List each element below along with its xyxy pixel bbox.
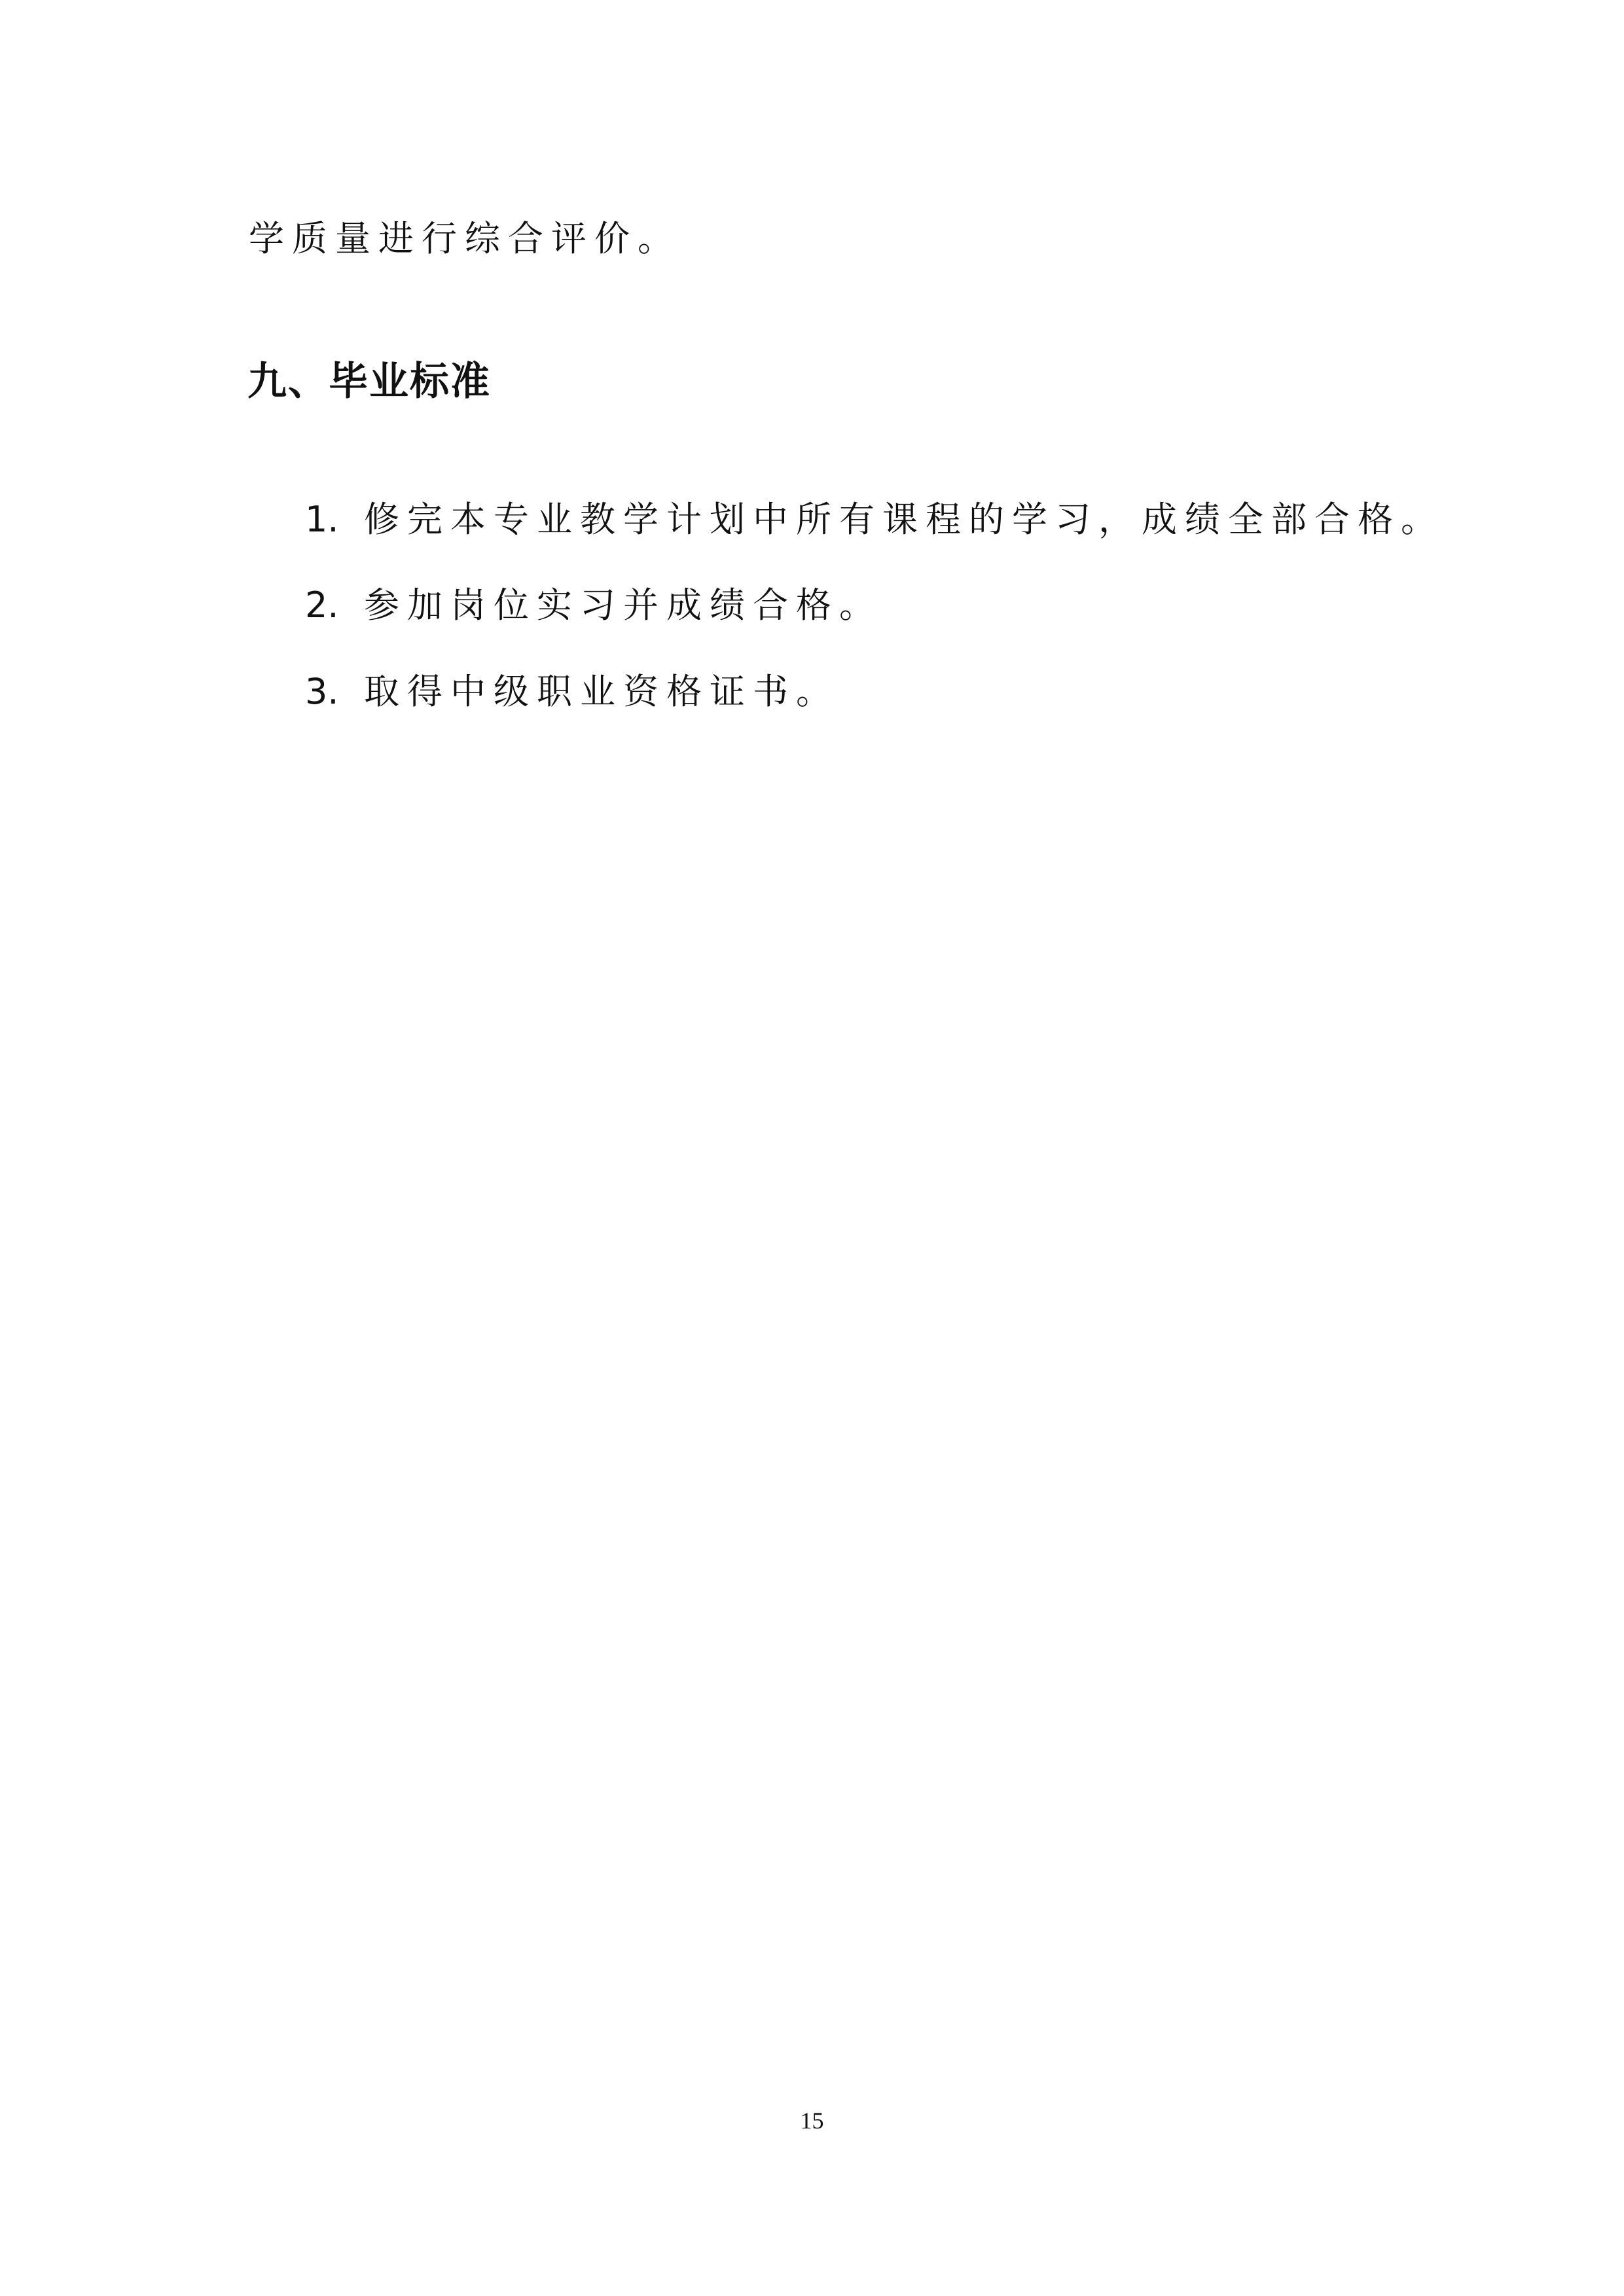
list-item [305,584,882,626]
list-item-text: 取得中级职业资格证书。 [364,671,839,712]
continuation-paragraph: 学质量进行综合评价。 [249,218,681,259]
list-item-text: 参加岗位实习并成绩合格。 [364,584,882,626]
section-heading: 九、毕业标准 [247,359,491,404]
list-item-number: 3. [305,671,339,712]
list-item-number: 2. [305,584,339,626]
list-item [305,671,839,712]
list-item-number: 1. [305,499,339,540]
page-number: 15 [800,2108,824,2134]
list-item [305,499,1444,540]
list-item-text: 修完本专业教学计划中所有课程的学习，成绩全部合格。 [364,499,1444,540]
